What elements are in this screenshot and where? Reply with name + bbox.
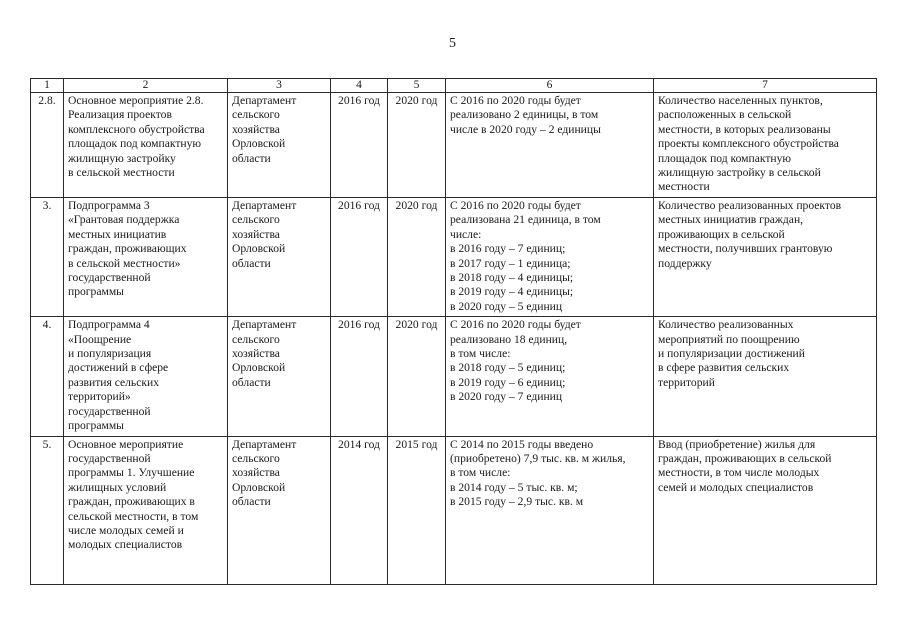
cell-line: сельского [232, 108, 280, 122]
cell-line: хозяйства [232, 466, 280, 480]
cell-line: Департамент [232, 199, 297, 212]
cell-line: площадок под компактную [658, 151, 792, 165]
cell-line: в 2017 году – 1 единица; [450, 256, 571, 270]
cell-line: площадок под компактную [68, 137, 202, 151]
table-row [31, 93, 877, 198]
cell-line: в 2020 году – 7 единиц [450, 390, 563, 404]
cell-line: числе в 2020 году – 2 единицы [450, 122, 601, 136]
cell-line: «Поощрение [68, 332, 132, 346]
cell-line: в 2018 году – 5 единиц; [450, 361, 566, 375]
row-number: 5. [31, 436, 64, 584]
table-row [31, 436, 877, 584]
indicator-cell [654, 93, 877, 198]
cell-line: Орловской [232, 137, 286, 151]
cell-line: сельского [232, 332, 280, 346]
header-cell: 2 [64, 79, 228, 93]
cell-line: области [232, 256, 271, 270]
table-row [31, 198, 877, 317]
cell-line: хозяйства [232, 227, 280, 241]
cell-line: Количество населенных пунктов, [658, 94, 823, 107]
cell-line: местности, в которых реализованы [658, 122, 831, 136]
end-year-cell: 2020 год [388, 198, 446, 317]
cell-line: поддержку [658, 256, 712, 270]
cell-line: Департамент [232, 318, 297, 332]
indicator-cell [654, 198, 877, 317]
cell-line: Ввод (приобретение) жилья для [658, 437, 816, 451]
indicator-cell [654, 317, 877, 436]
cell-line: Количество реализованных [658, 318, 794, 332]
cell-line: хозяйства [232, 347, 280, 361]
cell-line: мероприятий по поощрению [658, 332, 800, 346]
result-cell [446, 436, 654, 584]
cell-line: и популяризация [68, 347, 152, 361]
result-cell [446, 198, 654, 317]
cell-line: С 2016 по 2020 годы будет [450, 199, 581, 212]
header-cell: 6 [446, 79, 654, 93]
cell-line: (приобретено) 7,9 тыс. кв. м жилья, [450, 451, 626, 465]
cell-line: Департамент [232, 94, 297, 107]
cell-line: области [232, 375, 271, 389]
cell-line: программы [68, 419, 124, 433]
result-cell [446, 93, 654, 198]
cell-line: и популяризации достижений [658, 347, 805, 361]
cell-line: области [232, 151, 271, 165]
end-year-cell: 2020 год [388, 93, 446, 198]
cell-line: в 2019 году – 4 единицы; [450, 285, 574, 299]
executor-cell [228, 317, 331, 436]
cell-line: жилищных условий [68, 480, 167, 494]
header-cell: 3 [228, 79, 331, 93]
table-header [31, 79, 877, 93]
cell-line: Орловской [232, 480, 286, 494]
cell-line: в сельской местности» [68, 256, 181, 270]
start-year-cell: 2016 год [331, 93, 388, 198]
cell-line: в 2016 году – 7 единиц; [450, 242, 566, 256]
cell-line: реализована 21 единица, в том [450, 213, 601, 227]
measure-name-cell [64, 198, 228, 317]
cell-line: С 2016 по 2020 годы будет [450, 94, 581, 107]
measure-name-cell [64, 93, 228, 198]
page-number: 5 [449, 36, 456, 51]
end-year-cell: 2015 год [388, 436, 446, 584]
start-year-cell: 2016 год [331, 317, 388, 436]
cell-line: программы [68, 285, 124, 299]
cell-line: молодых специалистов [68, 538, 183, 552]
cell-line: местности, в том числе молодых [658, 466, 820, 480]
cell-line: Реализация проектов [68, 108, 172, 122]
cell-line: государственной [68, 404, 151, 418]
cell-line: местности [658, 180, 710, 194]
row-number: 2.8. [31, 93, 64, 198]
header-cell: 4 [331, 79, 388, 93]
cell-line: территорий» [68, 390, 131, 404]
row-number: 3. [31, 198, 64, 317]
cell-line: государственной [68, 451, 151, 465]
measure-name-cell [64, 436, 228, 584]
cell-line: семей и молодых специалистов [658, 480, 814, 494]
cell-line: сельского [232, 451, 280, 465]
cell-line: Орловской [232, 361, 286, 375]
cell-line: достижений в сфере [68, 361, 169, 375]
cell-line: программы 1. Улучшение [68, 466, 195, 480]
cell-line: проживающих в сельской [658, 227, 785, 241]
cell-line: жилищную застройку в сельской [658, 166, 821, 180]
cell-line: Подпрограмма 4 [68, 318, 150, 332]
result-cell [446, 317, 654, 436]
header-cell: 7 [654, 79, 877, 93]
header-cell: 5 [388, 79, 446, 93]
cell-line: С 2014 по 2015 годы введено [450, 437, 594, 451]
measures-table [30, 78, 877, 585]
cell-line: сельского [232, 213, 280, 227]
header-cell: 1 [31, 79, 64, 93]
cell-line: числе: [450, 227, 482, 241]
cell-line: реализовано 18 единиц, [450, 332, 568, 346]
cell-line: реализовано 2 единицы, в том [450, 108, 599, 122]
cell-line: в 2015 году – 2,9 тыс. кв. м [450, 495, 584, 509]
row-number: 4. [31, 317, 64, 436]
cell-line: в том числе: [450, 466, 511, 480]
start-year-cell: 2014 год [331, 436, 388, 584]
cell-line: в сельской местности [68, 166, 175, 180]
cell-line: хозяйства [232, 122, 280, 136]
table-row [31, 317, 877, 436]
cell-line: Подпрограмма 3 [68, 199, 150, 212]
cell-line: С 2016 по 2020 годы будет [450, 318, 581, 332]
cell-line: в том числе: [450, 347, 511, 361]
cell-line: Основное мероприятие [68, 437, 184, 451]
cell-line: местности, получивших грантовую [658, 242, 833, 256]
cell-line: в сфере развития сельских [658, 361, 790, 375]
cell-line: граждан, проживающих в [68, 495, 195, 509]
cell-line: Орловской [232, 242, 286, 256]
cell-line: проекты комплексного обустройства [658, 137, 839, 151]
executor-cell [228, 93, 331, 198]
cell-line: в 2019 году – 6 единиц; [450, 375, 566, 389]
cell-line: «Грантовая поддержка [68, 213, 180, 227]
cell-line: в 2020 году – 5 единиц [450, 299, 563, 313]
cell-line: развития сельских [68, 375, 159, 389]
executor-cell [228, 198, 331, 317]
measure-name-cell [64, 317, 228, 436]
end-year-cell: 2020 год [388, 317, 446, 436]
indicator-cell [654, 436, 877, 584]
cell-line: комплексного обустройства [68, 122, 205, 136]
cell-line: территорий [658, 375, 715, 389]
cell-line: Основное мероприятие 2.8. [68, 94, 204, 107]
cell-line: сельской местности, в том [68, 509, 199, 523]
start-year-cell: 2016 год [331, 198, 388, 317]
cell-line: местных инициатив [68, 227, 167, 241]
cell-line: граждан, проживающих в сельской [658, 451, 832, 465]
cell-line: расположенных в сельской [658, 108, 792, 122]
cell-line: местных инициатив граждан, [658, 213, 804, 227]
cell-line: в 2014 году – 5 тыс. кв. м; [450, 480, 578, 494]
cell-line: области [232, 495, 271, 509]
cell-line: государственной [68, 271, 151, 285]
cell-line: в 2018 году – 4 единицы; [450, 271, 574, 285]
cell-line: Количество реализованных проектов [658, 199, 842, 212]
cell-line: числе молодых семей и [68, 523, 184, 537]
cell-line: Департамент [232, 437, 297, 451]
cell-line: граждан, проживающих [68, 242, 187, 256]
cell-line: жилищную застройку [68, 151, 176, 165]
executor-cell [228, 436, 331, 584]
